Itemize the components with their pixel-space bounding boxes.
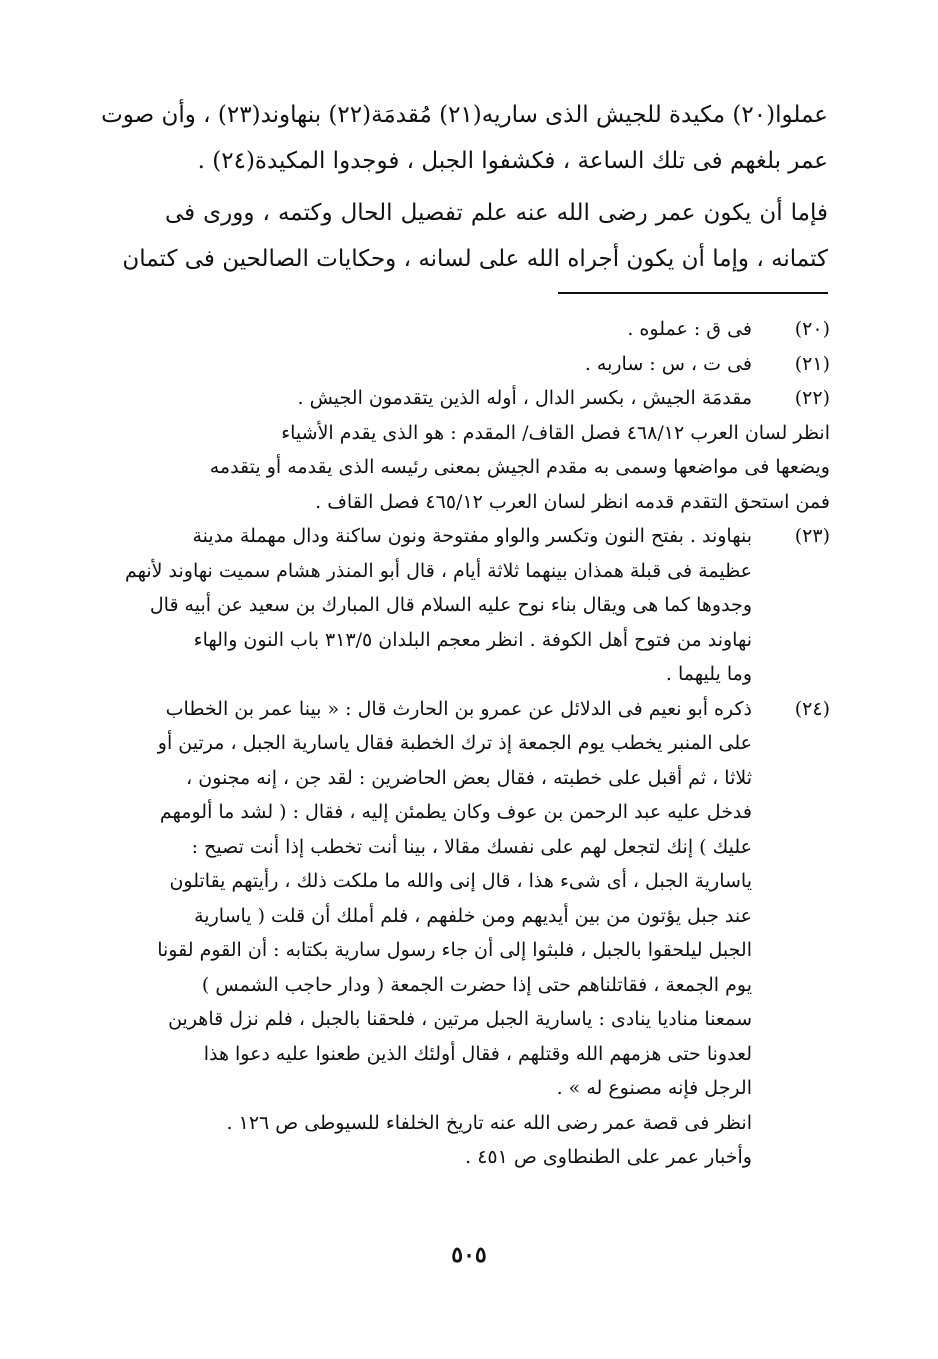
footnote-line: لعدونا حتى هزمهم الله وقتلهم ، فقال أولئك الذين طعنوا عليه دعوا هذا — [203, 1042, 752, 1065]
main-text-line: عملوا(٢٠) مكيدة للجيش الذى ساريه(٢١) مُقدمَة(٢٢) بنهاوند(٢٣) ، وأن صوت — [101, 102, 828, 128]
footnote-20 — [165, 312, 830, 347]
main-text-line: كتمانه ، وإما أن يكون أجراه الله على لسانه ، وحكايات الصالحين فى كتمان — [122, 246, 828, 272]
main-text-line: عمر بلغهم فى تلك الساعة ، فكشفوا الجبل ، فوجدوا المكيدة(٢٤) . — [197, 148, 828, 174]
footnote-line: انظر فى قصة عمر رضى الله عنه تاريخ الخلفاء للسيوطى ص ١٢٦ . — [226, 1111, 752, 1134]
footnote-line: بنهاوند . بفتح النون وتكسر والواو مفتوحة ونون ساكنة ودال مهملة مدينة — [192, 525, 752, 547]
page-number: ٥٠٥ — [451, 1242, 487, 1268]
footnote-line: على المنبر يخطب يوم الجمعة إذ ترك الخطبة فقال ياسارية الجبل ، مرتين أو — [157, 732, 752, 754]
footnote-line: ذكره أبو نعيم فى الدلائل عن عمرو بن الحارث قال : « بينا عمر بن الخطاب — [165, 697, 752, 720]
footnotes — [124, 312, 830, 1175]
footnote-line: فمن استحق التقدم قدمه انظر لسان العرب ٤٦٥/١٢ فصل القاف . — [315, 490, 830, 513]
footnote-line: فى ت ، س : ساربه . — [584, 352, 752, 375]
footnote-line: يوم الجمعة ، فقاتلناهم حتى إذا حضرت الجمعة ( ودار حاجب الشمس ) — [201, 973, 752, 996]
footnote-number: (٢١) — [794, 352, 830, 375]
footnote-line: نهاوند من فتوح أهل الكوفة . انظر معجم البلدان ٣١٣/٥ باب النون والهاء — [193, 628, 752, 651]
footnote-line: انظر لسان العرب ٤٦٨/١٢ فصل القاف/ المقدم : هو الذى يقدم الأشياء — [281, 421, 830, 444]
footnote-line: فدخل عليه عبد الرحمن بن عوف وكان يطمئن إليه ، فقال : ( لشد ما ألومهم — [159, 801, 752, 823]
footnote-line: وما يليهما . — [665, 663, 752, 685]
footnote-line: ثلاثا ، ثم أقبل على خطبته ، فقال بعض الحاضرين : لقد جن ، إنه مجنون ، — [186, 766, 752, 789]
footnote-separator — [558, 292, 828, 294]
footnote-line: عليك ) إنك لتجعل لهم على نفسك مقالا ، بينا أنت تخطب إذا أنت تصيح : — [191, 835, 752, 858]
footnote-22 — [165, 381, 830, 519]
footnote-line: سمعنا مناديا ينادى : ياسارية الجبل مرتين ، فلحقنا بالجبل ، فلم نزل قاهرين — [168, 1008, 752, 1030]
footnote-line: الرجل فإنه مصنوع له » . — [556, 1077, 752, 1099]
footnote-number: (٢٤) — [794, 697, 830, 720]
footnote-line: وجدوها كما هى ويقال بناء نوح عليه السلام قال المبارك بن سعيد عن أبيه قال — [149, 594, 752, 616]
footnote-line: فى ق : عملوه . — [627, 318, 752, 340]
footnote-line: عظيمة فى قبلة همذان بينهما ثلاثة أيام ، قال أبو المنذر هشام سميت نهاوند لأنهم — [124, 559, 752, 582]
footnote-24 — [157, 692, 830, 1175]
footnote-21 — [165, 347, 830, 382]
main-text — [101, 92, 828, 282]
footnote-line: ويضعها فى مواضعها وسمى به مقدم الجيش بمعنى رئيسه الذى يقدمه أو يتقدمه — [209, 456, 830, 478]
footnote-23 — [124, 519, 830, 692]
footnote-line: ياسارية الجبل ، أى شىء هذا ، قال إنى والله ما ملكت ذلك ، رأيتهم يقاتلون — [169, 870, 752, 892]
footnote-number: (٢٢) — [794, 387, 830, 409]
footnote-number: (٢٣) — [794, 525, 830, 547]
footnote-line: مقدمَة الجيش ، بكسر الدال ، أوله الذين يتقدمون الجيش . — [297, 387, 752, 409]
footnote-line: الجبل ليلحقوا بالجبل ، فلبثوا إلى أن جاء رسول سارية بكتابه : أن القوم لقونا — [157, 939, 752, 961]
main-text-line: فإما أن يكون عمر رضى الله عنه علم تفصيل الحال وكتمه ، وورى فى — [165, 200, 828, 226]
footnote-number: (٢٠) — [794, 318, 830, 340]
footnote-line: وأخبار عمر على الطنطاوى ص ٤٥١ . — [465, 1146, 752, 1168]
footnote-line: عند جبل يؤتون من بين أيديهم ومن خلفهم ، فلم أملك أن قلت ( ياسارية — [194, 904, 752, 927]
